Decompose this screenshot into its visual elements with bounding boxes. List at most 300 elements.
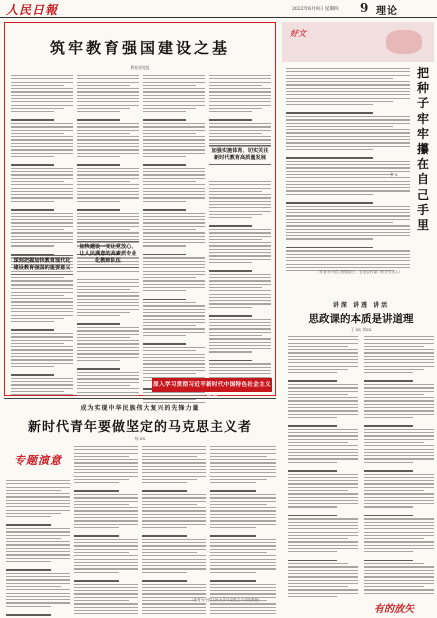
text-line [209, 307, 252, 308]
text-line [11, 114, 73, 117]
bottom-article-byline: 杨 XX [134, 436, 146, 441]
text-line [74, 535, 119, 537]
text-line [209, 328, 271, 329]
text-line [142, 565, 206, 566]
text-line [11, 315, 73, 316]
text-line [143, 280, 205, 281]
text-line [142, 552, 197, 553]
text-line [364, 522, 434, 523]
text-line [209, 249, 271, 250]
text-line [364, 465, 434, 468]
text-line [6, 606, 51, 607]
text-line [11, 75, 73, 76]
text-line [209, 211, 271, 212]
text-line [11, 184, 73, 185]
text-line [209, 284, 271, 285]
text-line [143, 236, 205, 237]
feature-author: 李 X [390, 172, 398, 177]
text-line [210, 501, 276, 502]
text-line [143, 105, 205, 106]
text-line [210, 514, 276, 515]
text-line [364, 483, 434, 484]
text-line [11, 232, 73, 233]
text-line [210, 494, 276, 495]
text-line [77, 318, 139, 321]
text-line [364, 420, 434, 423]
text-line [77, 222, 139, 223]
text-line [77, 91, 139, 92]
text-line [142, 587, 206, 588]
text-line [210, 446, 276, 447]
text-line [210, 572, 256, 573]
text-line [286, 194, 373, 195]
text-line [74, 527, 119, 528]
text-line [77, 357, 139, 358]
text-line [364, 541, 434, 542]
text-line [209, 184, 271, 185]
text-line [286, 94, 410, 95]
text-line [210, 552, 267, 553]
text-line [11, 82, 73, 83]
text-line [74, 472, 138, 473]
text-line [143, 325, 196, 326]
text-line [77, 337, 130, 338]
text-line [77, 292, 139, 293]
feature-author-note: （作者为中国工程院院士、农业农村部门有关负责人） [316, 270, 403, 274]
text-line [209, 355, 271, 358]
text-line [143, 261, 205, 262]
text-line [209, 229, 271, 230]
text-line [77, 119, 120, 121]
text-line [286, 104, 373, 105]
text-line [77, 305, 139, 306]
text-line [74, 469, 138, 470]
text-line [77, 209, 120, 211]
text-line [74, 530, 138, 533]
text-line [6, 576, 70, 577]
text-line [142, 494, 206, 495]
text-line [364, 362, 434, 363]
text-line [11, 143, 73, 144]
campaign-banner[interactable]: 深入学习贯彻习近平新时代中国特色社会主义思想 [152, 378, 272, 392]
text-line [11, 369, 73, 372]
text-line [77, 363, 139, 366]
text-line [11, 136, 73, 137]
text-line [143, 232, 205, 233]
text-line [6, 551, 70, 552]
text-line [77, 315, 120, 316]
text-line [364, 391, 434, 392]
text-line [143, 197, 205, 198]
text-line [364, 563, 424, 564]
text-line [286, 197, 410, 200]
right-article-title[interactable]: 思政课的本质是讲道理 [308, 313, 414, 325]
text-line [11, 324, 73, 327]
text-line [209, 345, 271, 346]
text-line [143, 91, 205, 92]
text-line [11, 95, 73, 96]
text-line [11, 204, 73, 207]
text-line [364, 442, 424, 443]
text-line [77, 105, 139, 106]
text-line [143, 322, 205, 323]
text-line [77, 201, 120, 202]
text-line [209, 130, 271, 131]
text-line [74, 494, 138, 495]
text-line [6, 480, 70, 481]
text-line [11, 219, 73, 220]
text-line [364, 425, 413, 427]
text-line [286, 88, 410, 89]
text-line [11, 149, 73, 150]
text-line [286, 264, 410, 265]
text-line [6, 541, 70, 542]
text-line [77, 188, 139, 189]
text-line [143, 302, 196, 303]
text-line [210, 542, 276, 543]
text-line [142, 593, 206, 594]
footer-logo[interactable]: 有的放矢 [374, 604, 414, 615]
text-line [142, 575, 206, 578]
text-line [286, 219, 410, 220]
text-line [142, 600, 197, 601]
page-number: 9 [360, 1, 369, 15]
text-line [364, 439, 434, 440]
text-line [11, 171, 73, 172]
text-line [286, 187, 410, 188]
text-line [142, 613, 206, 614]
text-line [288, 425, 337, 427]
text-line [74, 497, 138, 498]
text-line [74, 568, 138, 569]
text-line [6, 548, 70, 549]
text-line [143, 319, 205, 320]
feature-text-column [286, 68, 410, 273]
text-line [209, 126, 271, 127]
text-line [209, 105, 271, 106]
text-line [288, 407, 358, 408]
text-line [74, 462, 138, 463]
text-line [77, 299, 139, 300]
text-line [288, 343, 358, 344]
text-line [286, 68, 410, 69]
text-line [77, 353, 139, 354]
text-line [6, 586, 61, 587]
text-line [143, 149, 205, 150]
text-line [286, 152, 410, 155]
text-line [210, 568, 276, 569]
text-line [143, 95, 205, 96]
text-line [364, 515, 413, 517]
text-line [142, 517, 206, 518]
text-line [364, 449, 434, 450]
text-line [6, 493, 70, 494]
text-line [288, 570, 358, 571]
text-line [364, 566, 434, 567]
text-line [11, 346, 73, 347]
text-line [77, 204, 139, 207]
text-line [209, 225, 252, 227]
text-line [11, 133, 64, 134]
text-line [364, 570, 434, 571]
text-line [209, 332, 271, 333]
text-line [6, 609, 70, 612]
text-line [11, 101, 73, 102]
text-line [364, 343, 434, 344]
bottom-text-column-2 [74, 446, 138, 616]
newspaper-logo[interactable]: 人民日報 [6, 3, 59, 17]
text-line [286, 215, 410, 216]
text-line [143, 360, 205, 361]
text-line [6, 524, 51, 526]
text-line [288, 518, 358, 519]
text-line [364, 452, 434, 453]
text-line [77, 194, 139, 195]
text-line [11, 356, 73, 357]
text-line [77, 360, 120, 361]
text-line [364, 407, 434, 408]
text-line [288, 503, 358, 504]
text-line [288, 560, 337, 562]
text-line [364, 458, 434, 459]
text-line [288, 515, 337, 517]
text-line [143, 312, 205, 313]
text-line [209, 363, 271, 364]
text-line [143, 156, 186, 157]
text-line [143, 114, 205, 117]
text-line [6, 483, 70, 484]
masthead [0, 0, 437, 18]
text-line [288, 404, 358, 405]
text-line [209, 188, 271, 189]
text-line [77, 334, 139, 335]
text-line [77, 343, 139, 344]
column-logo-text: 专题演意 [14, 454, 62, 467]
text-line [74, 600, 129, 601]
text-line [288, 352, 358, 353]
text-line [142, 584, 206, 585]
text-line [286, 146, 410, 147]
text-line [286, 184, 410, 185]
text-line [288, 366, 358, 367]
text-line [142, 610, 206, 611]
text-line [77, 382, 139, 383]
text-line [210, 613, 276, 614]
column-logo-icon [6, 446, 70, 476]
text-line [210, 555, 276, 556]
text-line [364, 510, 434, 513]
text-line [286, 126, 393, 127]
text-line [11, 391, 64, 392]
text-line [142, 479, 197, 480]
text-line [142, 510, 206, 511]
text-line [74, 517, 138, 518]
text-line [6, 544, 70, 545]
text-line [288, 522, 358, 523]
text-line [288, 420, 358, 423]
text-line [143, 78, 205, 79]
text-line [142, 527, 187, 528]
text-line [6, 579, 70, 580]
right-feature-article[interactable] [282, 22, 434, 280]
text-line [286, 190, 410, 191]
text-line [288, 506, 337, 507]
text-line [209, 294, 271, 295]
text-line [77, 197, 139, 198]
text-line [210, 530, 276, 533]
text-line [143, 315, 205, 316]
text-line [288, 548, 358, 549]
text-line [6, 519, 70, 522]
text-line [74, 449, 138, 450]
text-line [77, 98, 139, 99]
text-line [209, 207, 271, 208]
text-line [143, 294, 205, 297]
pull-quote-1: 深刻把握加快教育现代化建设教育强国的重要意义 [11, 255, 73, 275]
text-line [143, 123, 205, 124]
text-line [74, 476, 138, 477]
text-line [143, 153, 205, 154]
text-line [11, 188, 73, 189]
text-line [143, 219, 205, 220]
text-line [142, 459, 206, 460]
text-line [6, 583, 70, 584]
feature-vertical-title[interactable]: 把种子牢牢攥在自己手里 [416, 66, 429, 233]
text-line [364, 359, 434, 360]
text-line [6, 561, 51, 562]
text-line [364, 548, 434, 549]
text-line [288, 545, 358, 546]
feature-header-image [282, 22, 434, 62]
text-line [288, 400, 358, 401]
text-line [288, 429, 358, 430]
issue-date: 2022年6月9日 星期四 [292, 7, 339, 12]
text-line [77, 82, 139, 83]
text-line [11, 194, 73, 195]
text-line [77, 378, 139, 379]
text-line [6, 558, 70, 559]
text-line [286, 116, 410, 117]
text-line [143, 178, 205, 179]
text-line [143, 146, 205, 147]
text-line [286, 78, 393, 79]
main-text-column-2b [77, 279, 139, 401]
text-line [74, 610, 138, 611]
text-line [209, 197, 271, 198]
text-line [288, 387, 358, 388]
text-line [142, 446, 206, 447]
text-line [11, 88, 73, 89]
text-line [209, 338, 271, 339]
text-line [209, 114, 271, 117]
bottom-text-column-1 [6, 480, 70, 618]
text-line [11, 146, 73, 147]
text-line [209, 259, 271, 260]
text-line [143, 139, 205, 140]
text-line [11, 343, 64, 344]
text-line [77, 327, 139, 328]
text-line [209, 310, 271, 313]
text-line [210, 539, 276, 540]
text-line [286, 139, 410, 140]
text-line [77, 340, 139, 341]
bottom-article-title[interactable]: 新时代青年要做坚定的马克思主义者 [27, 420, 252, 435]
text-line [6, 490, 61, 491]
text-line [77, 295, 139, 296]
text-line [11, 305, 73, 306]
pull-quote-3: 加强实施体育、切实关注新时代教育高质量发展 [209, 145, 271, 165]
text-line [210, 459, 276, 460]
text-line [288, 593, 358, 594]
text-line [288, 555, 358, 558]
text-line [77, 213, 139, 214]
text-line [74, 507, 138, 508]
footer-author-note: （作者为中国人民大学马克思主义学院教授） [190, 598, 262, 602]
text-line [11, 298, 73, 299]
text-line [142, 453, 206, 454]
text-line [286, 112, 373, 114]
text-line [288, 480, 358, 481]
text-line [209, 270, 252, 272]
text-line [364, 518, 434, 519]
text-line [209, 255, 271, 256]
text-line [142, 542, 206, 543]
text-line [209, 139, 271, 140]
text-line [74, 485, 138, 488]
text-line [210, 510, 276, 511]
text-line [286, 91, 410, 92]
text-line [210, 593, 276, 594]
text-line [142, 607, 206, 608]
text-line [6, 496, 70, 497]
text-line [364, 410, 434, 411]
text-line [142, 559, 206, 560]
text-line [286, 238, 373, 239]
text-line [209, 108, 262, 109]
text-line [11, 164, 54, 166]
text-line [286, 229, 410, 230]
text-line [143, 328, 205, 329]
main-article[interactable] [4, 22, 276, 396]
text-line [77, 289, 130, 290]
text-line [209, 319, 271, 320]
text-line [143, 216, 205, 217]
text-line [210, 497, 276, 498]
text-line [286, 129, 410, 130]
text-line [209, 101, 271, 102]
text-line [209, 95, 271, 96]
right-article-kicker: 讲深 讲透 讲活 [332, 302, 390, 309]
text-line [286, 132, 410, 133]
text-line [364, 589, 434, 590]
text-line [364, 400, 434, 401]
text-line [6, 503, 70, 504]
text-line [74, 482, 119, 483]
text-line [11, 288, 73, 289]
text-line [74, 572, 119, 573]
text-line [74, 510, 138, 511]
text-line [74, 575, 138, 578]
text-line [288, 435, 358, 436]
main-article-title[interactable]: 筑牢教育强国建设之基 [49, 39, 230, 57]
text-line [209, 136, 271, 137]
text-line [364, 349, 434, 350]
text-line [288, 532, 358, 533]
text-line [288, 462, 337, 463]
text-line [288, 455, 358, 456]
text-line [364, 490, 424, 491]
text-line [142, 507, 206, 508]
